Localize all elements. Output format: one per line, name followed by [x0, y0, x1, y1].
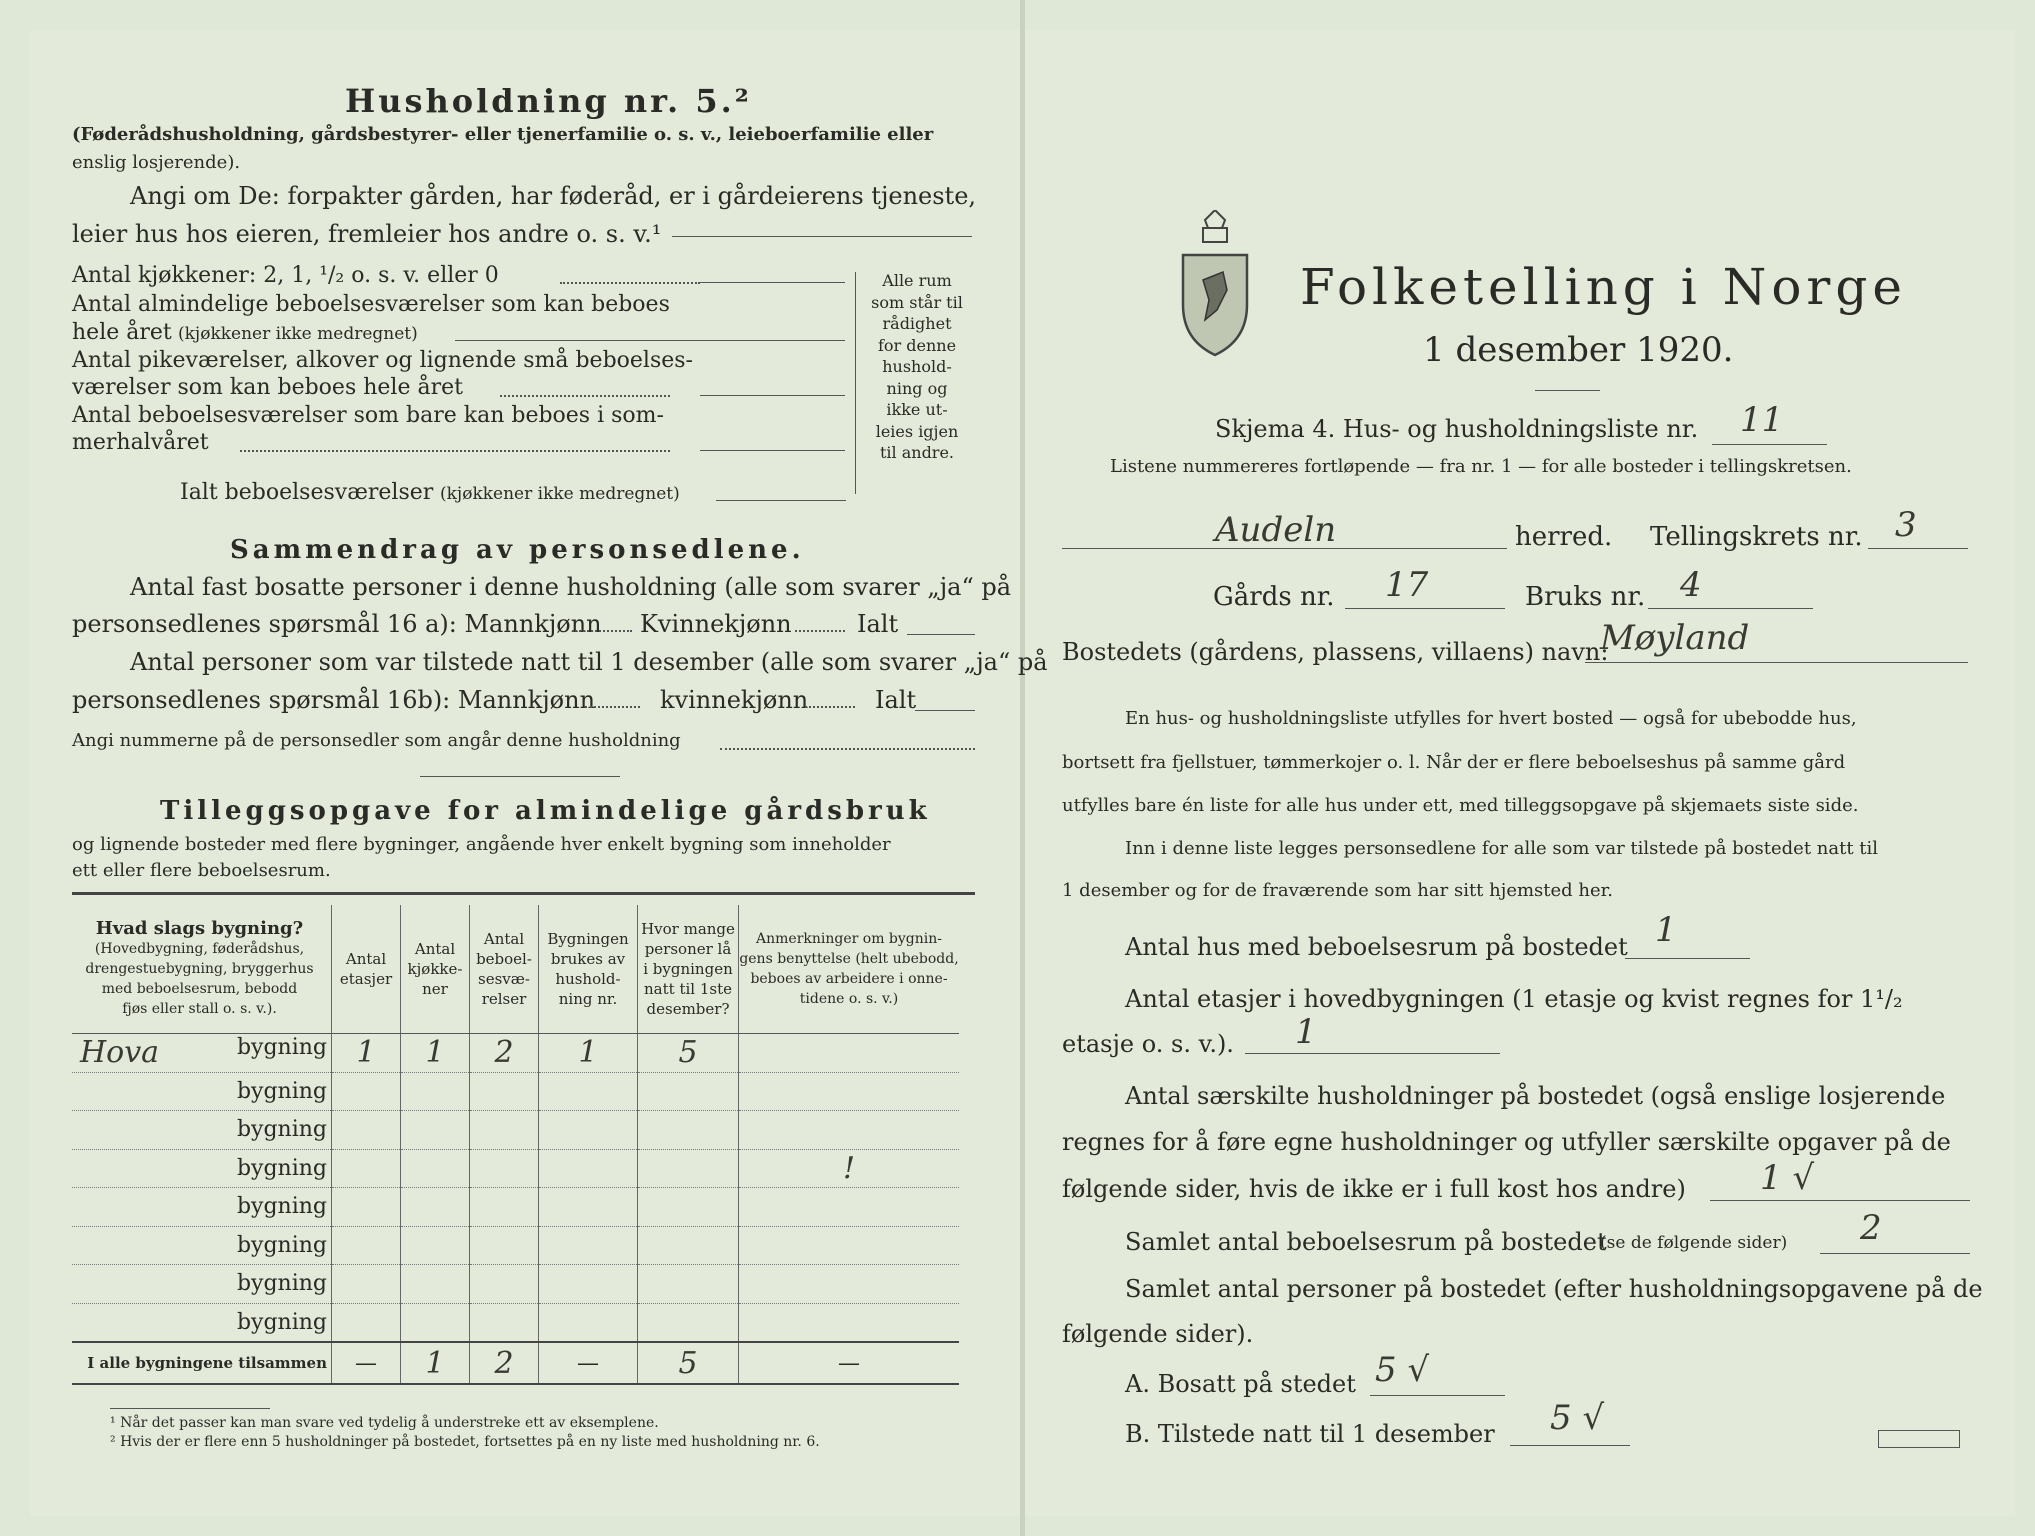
footnote-2: ² Hvis der er flere enn 5 husholdninger på bostedet, fortsettes på en ny liste med husholdning nr. 6. — [110, 1434, 820, 1450]
page-fold — [1020, 0, 1025, 1536]
q5-label-2: følgende sider). — [1062, 1320, 1254, 1348]
qa-line — [1370, 1395, 1505, 1396]
tillegg-line-1: og lignende bosteder med flere bygninger, angående hver enkelt bygning som inneholder — [72, 834, 891, 855]
cell-hush — [539, 1188, 638, 1227]
cell-personer — [638, 1111, 739, 1150]
sum-kjokken: 1 — [401, 1342, 470, 1384]
alm-label-2b: (kjøkkener ikke medregnet) — [178, 324, 418, 344]
building-name-cell — [72, 1303, 332, 1342]
tillegg-line-2: ett eller flere beboelsesrum. — [72, 860, 331, 881]
pike-dots — [500, 395, 670, 397]
building-name-cell — [72, 1188, 332, 1227]
table-row — [72, 1226, 959, 1265]
cell-beboel — [470, 1188, 539, 1227]
cell-personer — [638, 1149, 739, 1188]
cell-etasjer — [332, 1303, 401, 1342]
cell-beboel — [470, 1072, 539, 1111]
cell-hush — [539, 1072, 638, 1111]
cell-etasjer — [332, 1111, 401, 1150]
nummer-answer — [720, 748, 975, 750]
qb-label: B. Tilstede natt til 1 desember — [1125, 1420, 1495, 1448]
qb-line — [1510, 1445, 1630, 1446]
q1-value: 1 — [1655, 910, 1677, 950]
building-name-cell — [72, 1034, 332, 1073]
krets-label: Tellingskrets nr. — [1650, 522, 1863, 552]
cell-beboel — [470, 1265, 539, 1304]
instr-5: 1 desember og for de fraværende som har sitt hjemsted her. — [1062, 880, 1613, 901]
cell-anm: ! — [739, 1149, 960, 1188]
cell-kjokken — [401, 1072, 470, 1111]
q5-label-1: Samlet antal personer på bostedet (efter husholdningsopgavene på de — [1125, 1275, 1983, 1303]
q1-label: Antal hus med beboelsesrum på bostedet — [1125, 933, 1628, 961]
bruks-line — [1648, 608, 1813, 609]
cell-anm — [739, 1188, 960, 1227]
q1-line — [1625, 958, 1750, 959]
census-date: 1 desember 1920. — [1423, 330, 1734, 370]
ialt-label-1: Ialt — [857, 610, 899, 638]
instr-3: utfylles bare én liste for alle hus under ett, med tilleggsopgave på skjemaets siste side. — [1062, 795, 1859, 816]
tillegg-title: Tilleggsopgave for almindelige gårdsbruk — [160, 796, 931, 826]
sum-label: I alle bygningene tilsammen — [72, 1342, 332, 1384]
header-kjokken: Antal kjøkke- ner — [401, 905, 470, 1034]
printer-stamp — [1878, 1430, 1960, 1448]
skjema-value-line — [1712, 444, 1827, 445]
cell-hush — [539, 1226, 638, 1265]
building-label: bygning — [236, 1194, 327, 1220]
cell-anm — [739, 1265, 960, 1304]
alm-label-1: Antal almindelige beboelsesværelser som kan beboes — [72, 292, 670, 317]
somm-answer — [700, 450, 845, 451]
angi-line-2: leier hus hos eieren, fremleier hos andre o. s. v.¹ — [72, 220, 662, 248]
sammendrag-line-2: personsedlenes spørsmål 16 a): Mannkjønn — [72, 610, 602, 638]
sammendrag-title: Sammendrag av personsedlene. — [230, 535, 805, 565]
q2-label-1: Antal etasjer i hovedbygningen (1 etasje og kvist regnes for 1¹/₂ — [1125, 985, 1903, 1013]
building-name-cell — [72, 1149, 332, 1188]
side-note: Alle rum som står til rådighet for denne hushold- ning og ikke ut- leies igjen til andre. — [871, 271, 963, 462]
qa-label: A. Bosatt på stedet — [1125, 1370, 1356, 1398]
building-table — [72, 905, 959, 1385]
sum-beboel: 2 — [470, 1342, 539, 1384]
building-name-cell — [72, 1072, 332, 1111]
building-name-cell — [72, 1226, 332, 1265]
skjema-value: 11 — [1740, 400, 1784, 440]
herred-label: herred. — [1515, 522, 1613, 552]
census-title: Folketelling i Norge — [1300, 258, 1907, 316]
instr-4: Inn i denne liste legges personsedlene for alle som var tilstede på bostedet natt til — [1125, 838, 1879, 859]
title-rule — [1535, 390, 1600, 391]
cell-kjokken — [401, 1226, 470, 1265]
header-husholdning: Bygningen brukes av hushold- ning nr. — [539, 905, 638, 1034]
cell-etasjer — [332, 1265, 401, 1304]
bosted-value: Møyland — [1600, 618, 1750, 658]
pike-answer — [700, 395, 845, 396]
mann-answer-1 — [572, 630, 632, 632]
cell-anm — [739, 1226, 960, 1265]
cell-anm — [739, 1034, 960, 1073]
cell-hush — [539, 1303, 638, 1342]
building-label: bygning — [236, 1309, 327, 1335]
table-row — [72, 1303, 959, 1342]
building-name-cell — [72, 1265, 332, 1304]
ialt-label: Ialt beboelsesværelser — [180, 480, 434, 505]
cell-etasjer — [332, 1226, 401, 1265]
kjokken-dots — [560, 282, 700, 284]
cell-beboel — [470, 1111, 539, 1150]
header-building-type: Hvad slags bygning? (Hovedbygning, føderådshus, drengestuebygning, bryggerhus med beboelsesrum, bebodd fjøs eller stall o. s. v.). — [72, 905, 332, 1034]
q3-label-3: følgende sider, hvis de ikke er i full kost hos andre) — [1062, 1175, 1686, 1203]
cell-etasjer — [332, 1188, 401, 1227]
skjema-label: Skjema 4. Hus- og husholdningsliste nr. — [1215, 415, 1699, 443]
sum-etasjer: — — [332, 1342, 401, 1384]
gards-value: 17 — [1385, 565, 1429, 605]
table-sum-row — [72, 1342, 959, 1384]
cell-personer — [638, 1072, 739, 1111]
ialt-label-2: Ialt — [875, 686, 917, 714]
building-name-cell — [72, 1111, 332, 1150]
qa-value: 5 √ — [1375, 1350, 1430, 1390]
building-label: bygning — [236, 1271, 327, 1297]
table-row — [72, 1034, 959, 1073]
bruks-label: Bruks nr. — [1525, 582, 1646, 612]
gards-label: Gårds nr. — [1213, 582, 1335, 612]
sammendrag-line-5: Angi nummerne på de personsedler som angår denne husholdning — [72, 730, 681, 751]
table-row — [72, 1149, 959, 1188]
cell-etasjer: 1 — [332, 1034, 401, 1073]
q4-label-small: (se de følgende sider) — [1600, 1233, 1788, 1253]
instr-2: bortsett fra fjellstuer, tømmerkojer o. l. Når der er flere beboelseshus på samme gård — [1062, 752, 1846, 773]
q2-line — [1245, 1053, 1500, 1054]
household-title: Husholdning nr. 5.² — [345, 82, 752, 120]
pike-label-1: Antal pikeværelser, alkover og lignende små beboelses- — [72, 348, 693, 373]
herred-value: Audeln — [1215, 510, 1337, 550]
q2-value: 1 — [1295, 1012, 1317, 1052]
sum-husholdning: — — [539, 1342, 638, 1384]
krets-line — [1868, 548, 1968, 549]
cell-beboel: 2 — [470, 1034, 539, 1073]
listene-note: Listene nummereres fortløpende — fra nr. 1 — for alle bosteder i tellingskretsen. — [1110, 456, 1852, 477]
q2-label-2: etasje o. s. v.). — [1062, 1030, 1234, 1058]
table-row — [72, 1265, 959, 1304]
kvinne-answer-2 — [805, 706, 855, 708]
cell-kjokken — [401, 1265, 470, 1304]
household-subtitle-2: enslig losjerende). — [72, 152, 241, 173]
table-row — [72, 1072, 959, 1111]
table-row — [72, 1188, 959, 1227]
building-label: bygning — [236, 1078, 327, 1104]
cell-kjokken — [401, 1111, 470, 1150]
cell-hush — [539, 1265, 638, 1304]
cell-personer — [638, 1188, 739, 1227]
header-etasjer: Antal etasjer — [332, 905, 401, 1034]
somm-dots — [240, 450, 670, 452]
instr-1: En hus- og husholdningsliste utfylles for hvert bosted — også for ubebodde hus, — [1125, 708, 1857, 729]
table-top-rule — [72, 892, 975, 895]
ialt-answer-2 — [915, 710, 975, 711]
cell-hush — [539, 1111, 638, 1150]
table-row — [72, 1111, 959, 1150]
cell-etasjer — [332, 1072, 401, 1111]
somm-label-2: merhalvåret — [72, 430, 209, 455]
cell-anm — [739, 1303, 960, 1342]
footnote-1: ¹ Når det passer kan man svare ved tydelig å understreke ett av eksemplene. — [110, 1415, 659, 1431]
alm-answer — [455, 340, 845, 341]
cell-hush — [539, 1149, 638, 1188]
somm-label-1: Antal beboelsesværelser som bare kan beboes i som- — [72, 403, 664, 428]
pike-label-2: værelser som kan beboes hele året — [72, 375, 463, 400]
cell-kjokken — [401, 1188, 470, 1227]
building-label: bygning — [236, 1232, 327, 1258]
header-anmerkninger: Anmerkninger om bygnin- gens benyttelse (helt ubebodd, beboes av arbeidere i onne- tidene o. s. v.) — [739, 905, 960, 1034]
cell-kjokken: 1 — [401, 1034, 470, 1073]
divider-1 — [420, 776, 620, 777]
kjokken-answer — [700, 282, 845, 283]
cell-beboel — [470, 1226, 539, 1265]
alm-label-2: hele året — [72, 320, 172, 345]
sammendrag-line-3: Antal personer som var tilstede natt til 1 desember (alle som svarer „ja“ på — [130, 648, 1048, 676]
bosted-label: Bostedets (gårdens, plassens, villaens) navn: — [1062, 638, 1609, 666]
header-beboel: Antal beboel- sesvæ- relser — [470, 905, 539, 1034]
angi-line-1: Angi om De: forpakter gården, har føderåd, er i gårdeierens tjeneste, — [130, 182, 977, 210]
footnote-rule — [110, 1408, 270, 1409]
kvinne-answer-1 — [795, 630, 845, 632]
krets-value: 3 — [1895, 505, 1917, 545]
cell-etasjer — [332, 1149, 401, 1188]
qb-value: 5 √ — [1550, 1398, 1605, 1438]
cell-beboel — [470, 1149, 539, 1188]
kjokken-label: Antal kjøkkener: 2, 1, ¹/₂ o. s. v. eller 0 — [72, 263, 499, 288]
sammendrag-line-4: personsedlenes spørsmål 16b): Mannkjønn — [72, 686, 596, 714]
cell-hush: 1 — [539, 1034, 638, 1073]
q4-line — [1820, 1253, 1970, 1254]
cell-anm — [739, 1072, 960, 1111]
angi-answer-line — [672, 236, 972, 237]
cell-kjokken — [401, 1303, 470, 1342]
header-personer: Hvor mange personer lå i bygningen natt til 1ste desember? — [638, 905, 739, 1034]
sum-anmerkninger: — — [739, 1342, 960, 1384]
building-label: bygning — [236, 1035, 327, 1061]
mann-answer-2 — [585, 706, 640, 708]
bruks-value: 4 — [1680, 565, 1702, 605]
herred-line — [1062, 548, 1507, 549]
ialt-label-b: (kjøkkener ikke medregnet) — [440, 484, 680, 504]
building-name: Hova — [80, 1035, 160, 1071]
cell-personer: 5 — [638, 1034, 739, 1073]
gards-line — [1345, 608, 1505, 609]
cell-anm — [739, 1111, 960, 1150]
cell-personer — [638, 1303, 739, 1342]
cell-kjokken — [401, 1149, 470, 1188]
ialt-answer-1 — [907, 634, 975, 635]
q3-label-2: regnes for å føre egne husholdninger og utfyller særskilte opgaver på de — [1062, 1128, 1951, 1156]
bosted-line — [1585, 662, 1968, 663]
q3-value: 1 √ — [1760, 1158, 1815, 1198]
cell-personer — [638, 1265, 739, 1304]
sammendrag-line-1: Antal fast bosatte personer i denne husholdning (alle som svarer „ja“ på — [130, 573, 1012, 601]
q4-label: Samlet antal beboelsesrum på bostedet — [1125, 1228, 1607, 1256]
cell-beboel — [470, 1303, 539, 1342]
building-label: bygning — [236, 1155, 327, 1181]
building-label: bygning — [236, 1117, 327, 1143]
sum-personer: 5 — [638, 1342, 739, 1384]
q3-line — [1710, 1200, 1970, 1201]
q3-label-1: Antal særskilte husholdninger på bostedet (også enslige losjerende — [1125, 1082, 1946, 1110]
coat-of-arms-icon — [1175, 210, 1255, 360]
side-note-brace — [855, 272, 856, 494]
ialt-answer — [716, 500, 846, 501]
kvinne-label-2: kvinnekjønn — [660, 686, 809, 714]
household-subtitle-1: (Føderådshusholdning, gårdsbestyrer- eller tjenerfamilie o. s. v., leieboerfamilie eller — [72, 124, 934, 145]
table-header-row — [72, 905, 959, 1034]
q4-value: 2 — [1860, 1208, 1882, 1248]
cell-personer — [638, 1226, 739, 1265]
kvinne-label-1: Kvinnekjønn — [640, 610, 792, 638]
